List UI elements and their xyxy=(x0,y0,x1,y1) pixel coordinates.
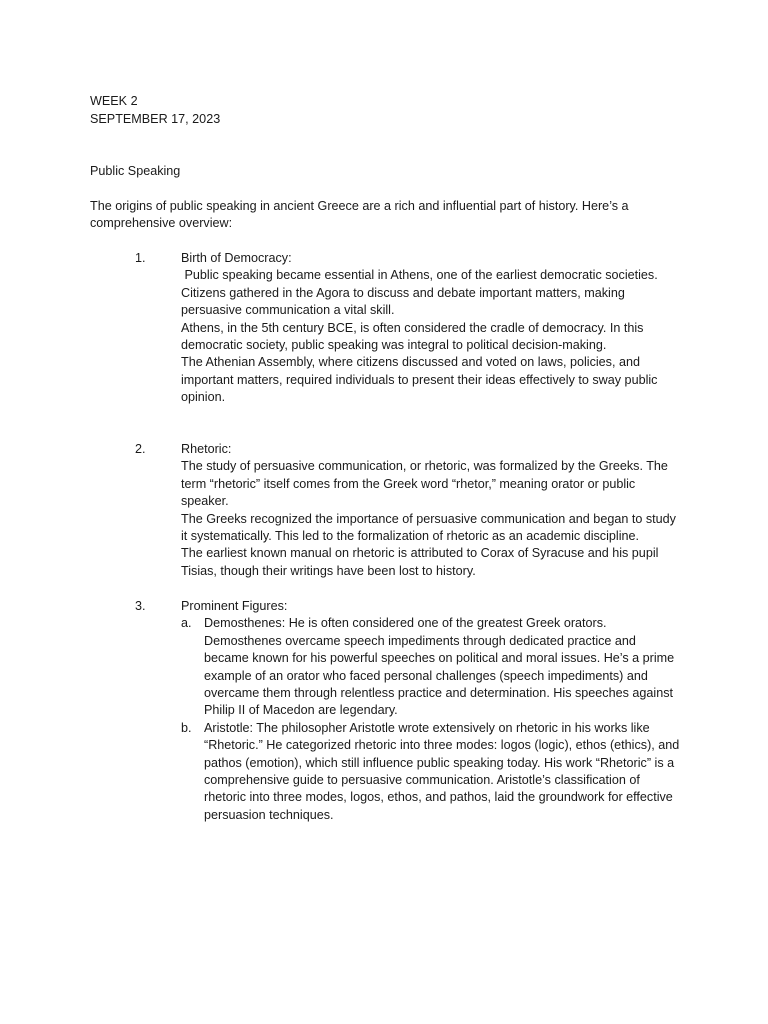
intro-paragraph: The origins of public speaking in ancient Greece are a rich and influential part of history. Here’s a comprehensive overview: xyxy=(90,199,629,231)
section-heading: Rhetoric: xyxy=(181,442,232,456)
section-paragraph: The study of persuasive communication, or rhetoric, was formalized by the Greeks. The term “rhetoric” itself comes from the Greek word “rhetor,” meaning orator or public speaker. xyxy=(181,459,668,509)
section-heading: Prominent Figures: xyxy=(181,599,288,613)
section-body xyxy=(181,598,681,824)
section-number: 2. xyxy=(135,442,146,456)
document-title: Public Speaking xyxy=(90,164,181,178)
section-number: 3. xyxy=(135,599,146,613)
section-paragraph: The Athenian Assembly, where citizens discussed and voted on laws, policies, and important matters, required individuals to present their ideas effectively to sway public opinion. xyxy=(181,355,658,405)
section-number: 1. xyxy=(135,251,146,265)
section-paragraph: Athens, in the 5th century BCE, is often considered the cradle of democracy. In this democratic society, public speaking was integral to political decision-making. xyxy=(181,320,644,353)
section-body xyxy=(181,250,681,407)
list-item-text: Aristotle: The philosopher Aristotle wrote extensively on rhetoric in his works like “Rhetoric.” He categorized rhetoric into three modes: logos (logic), ethos (ethics), and pathos (emotion), which still influence public speaking today. His work “Rhetoric” is a comprehensive guide to persuasive communication. Aristotle’s classification of rhetoric into three modes, logos, ethos, and pathos, laid the groundwork for effective persuasion techniques. xyxy=(204,720,680,822)
list-item-letter: b. xyxy=(181,720,192,735)
header-week: WEEK 2 xyxy=(90,94,138,108)
list-item-letter: a. xyxy=(181,616,192,631)
list-item xyxy=(181,615,681,719)
list-item xyxy=(181,720,681,824)
section-heading: Birth of Democracy: xyxy=(181,251,292,265)
header-date: SEPTEMBER 17, 2023 xyxy=(90,112,221,126)
section-paragraph: The Greeks recognized the importance of persuasive communication and began to study it systematically. This led to the formalization of rhetoric as an academic discipline. xyxy=(181,511,676,544)
section-body xyxy=(181,441,681,580)
list-item-text: Demosthenes: He is often considered one of the greatest Greek orators. Demosthenes overcame speech impediments through dedicated practice and became known for his powerful speeches on political and moral issues. He’s a prime example of an orator who faced personal challenges (speech impediments) and overcame them through relentless practice and determination. His speeches against Philip II of Macedon are legendary. xyxy=(204,616,675,718)
section-paragraph: Public speaking became essential in Athens, one of the earliest democratic societies. Citizens gathered in the Agora to discuss and debate important matters, making persuasive communication a vital skill. xyxy=(181,268,662,318)
section-paragraph: The earliest known manual on rhetoric is attributed to Corax of Syracuse and his pupil Tisias, though their writings have been lost to history. xyxy=(181,546,659,578)
